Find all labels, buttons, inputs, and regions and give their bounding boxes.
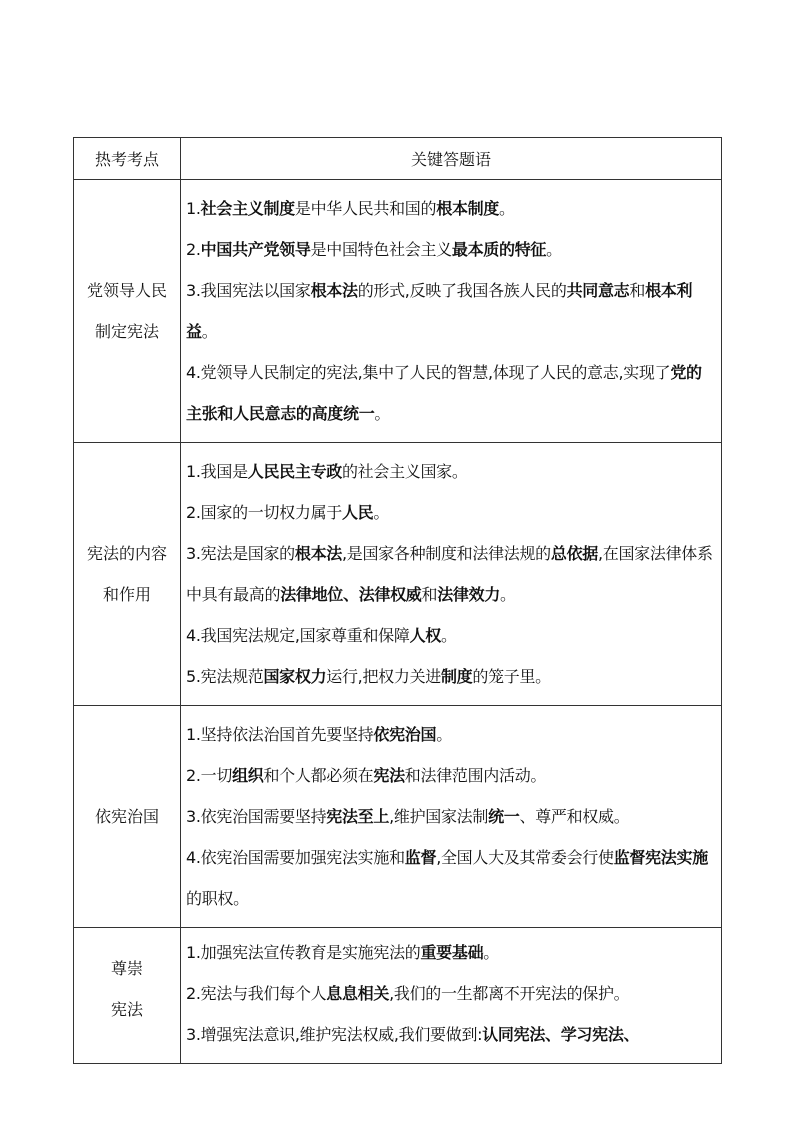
key-phrase: 根本法 <box>310 281 358 300</box>
key-phrase: 统一 <box>488 807 520 826</box>
key-phrase: 组织 <box>232 766 264 785</box>
answer-item <box>186 451 717 492</box>
key-phrase: 制度 <box>440 667 473 686</box>
answer-item <box>186 492 717 533</box>
table-header-row <box>74 138 722 180</box>
topic-line: 党领导人民 <box>86 281 167 300</box>
topic-line: 尊崇 <box>110 959 143 978</box>
text-run: 3.依宪治国需要坚持 <box>186 807 327 826</box>
topic-line: 制定宪法 <box>94 322 159 341</box>
text-run: 。 <box>483 943 499 962</box>
key-phrase: 监督宪法实施 <box>613 848 708 867</box>
key-phrase: 法律效力 <box>437 585 501 604</box>
answer-item <box>186 270 717 352</box>
key-phrase: 监督 <box>404 848 437 867</box>
text-run: 1.我国是 <box>186 462 248 481</box>
answer-item <box>186 973 717 1014</box>
answer-cell <box>181 706 722 928</box>
text-run: 。 <box>499 199 515 218</box>
header-topic: 热考考点 <box>74 138 181 180</box>
key-phrase: 法律地位、法律权威 <box>280 585 422 604</box>
text-run: 3.增强宪法意识,维护宪法权威,我们要做到: <box>186 1025 483 1044</box>
key-phrase: 中国共产党领导 <box>200 240 311 259</box>
answer-item <box>186 615 717 656</box>
table-row <box>74 928 722 1064</box>
key-phrase: 息息相关 <box>326 984 390 1003</box>
key-phrase: 人民民主专政 <box>247 462 342 481</box>
text-run: ,是国家各种制度和法律法规的 <box>341 544 551 563</box>
text-run: 2.宪法与我们每个人 <box>186 984 327 1003</box>
text-run: 。 <box>373 503 390 522</box>
key-phrase: 依宪治国 <box>373 725 437 744</box>
text-run: 2.一切 <box>186 766 233 785</box>
text-run: 。 <box>436 725 452 744</box>
text-run: 1.坚持依法治国首先要坚持 <box>186 725 374 744</box>
topic-cell <box>74 928 181 1064</box>
text-run: 、尊严和权威。 <box>519 807 630 826</box>
text-run: 4.依宪治国需要加强宪法实施和 <box>186 848 405 867</box>
text-run: ,我们的一生都离不开宪法的保护。 <box>389 984 630 1003</box>
text-run: 3.宪法是国家的 <box>186 544 295 563</box>
answer-item <box>186 656 717 697</box>
key-phrase: 共同意志 <box>566 281 630 300</box>
topic-line: 宪法的内容 <box>86 544 167 563</box>
text-run: 4.党领导人民制定的宪法,集中了人民的智慧,体现了人民的意志,实现了 <box>186 363 671 382</box>
answer-item <box>186 714 717 755</box>
key-phrase: 根本法 <box>294 544 342 563</box>
key-phrase: 党的主张和人民意志的高度统一 <box>186 363 702 423</box>
answer-cell <box>181 180 722 443</box>
text-run: 。 <box>440 626 457 645</box>
text-run: 1.加强宪法宣传教育是实施宪法的 <box>186 943 421 962</box>
key-phrase: 人权 <box>409 626 441 645</box>
text-run: 。 <box>201 322 218 341</box>
key-phrase: 宪法 <box>373 766 405 785</box>
answer-cell <box>181 928 722 1064</box>
text-run: 的职权。 <box>186 889 249 908</box>
text-run: 2. <box>186 240 201 259</box>
key-phrase: 宪法至上 <box>326 807 390 826</box>
answer-item <box>186 755 717 796</box>
key-phrase: 根本利益 <box>186 281 693 341</box>
answer-item <box>186 796 717 837</box>
text-run: 和 <box>421 585 438 604</box>
text-run: ,全国人大及其常委会行使 <box>436 848 614 867</box>
topic-cell <box>74 180 181 443</box>
text-run: 的形式,反映了我国各族人民的 <box>357 281 567 300</box>
answer-item <box>186 229 717 270</box>
table-row <box>74 443 722 706</box>
text-run: ,在国家法律体系中具有最高的 <box>186 544 713 604</box>
topic-line: 宪法 <box>110 1000 143 1019</box>
topic-line: 依宪治国 <box>94 807 159 826</box>
key-phrase: 国家权力 <box>263 667 327 686</box>
key-phrase: 总依据 <box>550 544 598 563</box>
answer-item <box>186 932 717 973</box>
topic-cell <box>74 443 181 706</box>
key-phrase: 社会主义制度 <box>200 199 295 218</box>
topic-line: 和作用 <box>102 585 151 604</box>
topic-cell <box>74 706 181 928</box>
text-run: 2.国家的一切权力属于 <box>186 503 342 522</box>
text-run: 。 <box>546 240 562 259</box>
text-run: 3.我国宪法以国家 <box>186 281 311 300</box>
answer-item <box>186 533 717 615</box>
answer-item <box>186 352 717 434</box>
text-run: 和 <box>629 281 646 300</box>
key-phrase: 最本质的特征 <box>451 240 547 259</box>
key-phrase: 重要基础 <box>420 943 484 962</box>
text-run: 是中国特色社会主义 <box>310 240 452 259</box>
text-run: 运行,把权力关进 <box>326 667 441 686</box>
text-run: 的笼子里。 <box>472 667 551 686</box>
answer-item <box>186 837 717 919</box>
text-run: ,维护国家法制 <box>389 807 489 826</box>
text-run: 1. <box>186 199 201 218</box>
table-row <box>74 180 722 443</box>
text-run: 。 <box>374 404 391 423</box>
text-run: 的社会主义国家。 <box>341 462 468 481</box>
text-run: 4.我国宪法规定,国家尊重和保障 <box>186 626 410 645</box>
header-key-phrases: 关键答题语 <box>181 138 722 180</box>
answer-item <box>186 188 717 229</box>
text-run: 和个人都必须在 <box>263 766 374 785</box>
key-phrase: 人民 <box>341 503 374 522</box>
answer-cell <box>181 443 722 706</box>
table-row <box>74 706 722 928</box>
text-run: 和法律范围内活动。 <box>404 766 547 785</box>
exam-points-table <box>73 137 722 1064</box>
key-phrase: 根本制度 <box>436 199 499 218</box>
text-run: 是中华人民共和国的 <box>294 199 437 218</box>
text-run: 。 <box>500 585 516 604</box>
text-run: 5.宪法规范 <box>186 667 264 686</box>
key-phrase: 认同宪法、学习宪法、 <box>482 1025 640 1044</box>
answer-item <box>186 1014 717 1055</box>
